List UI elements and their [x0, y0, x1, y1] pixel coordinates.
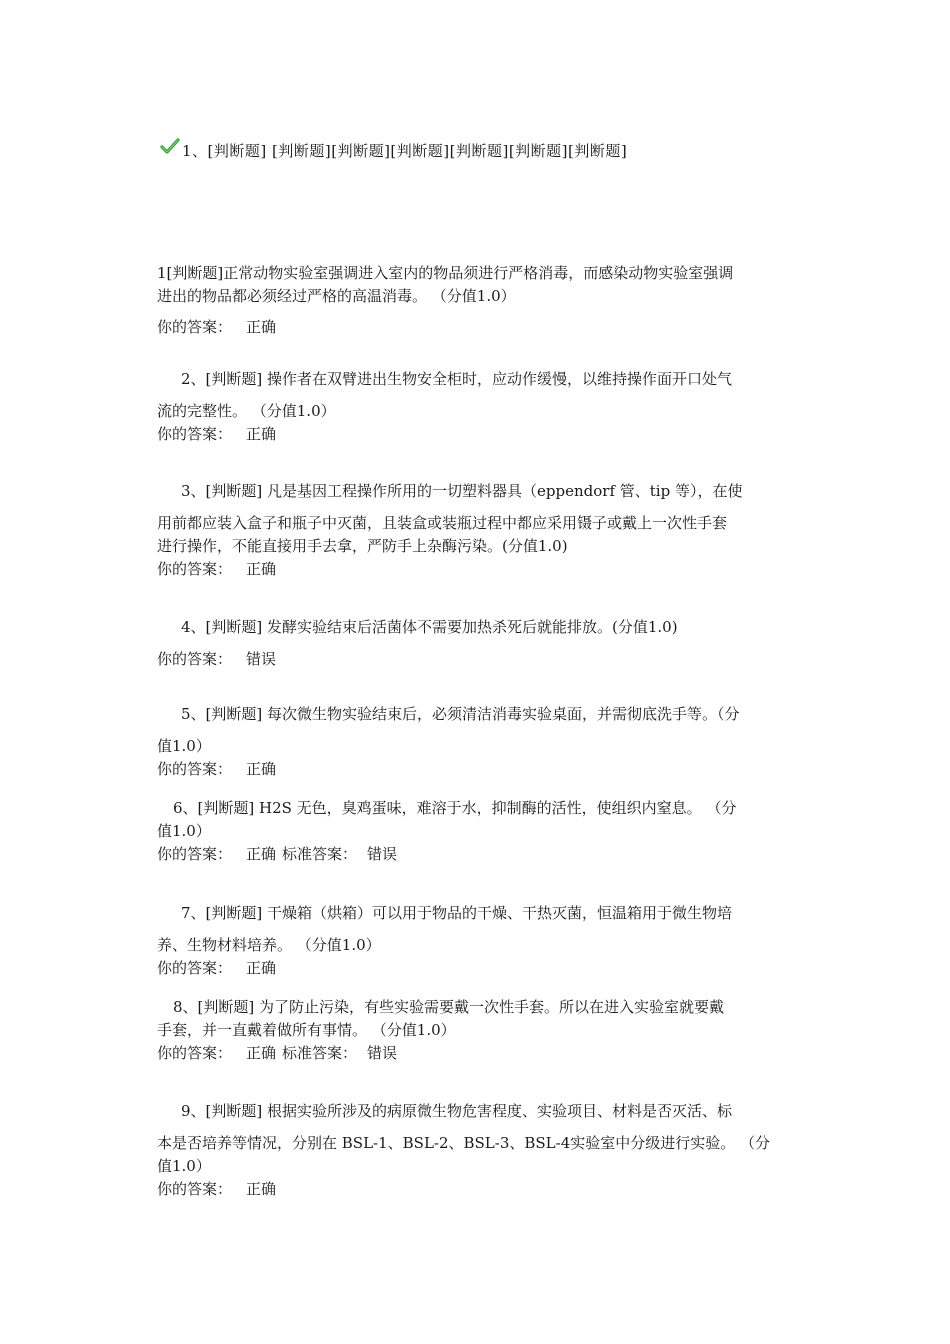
question-text-line: 4、[判断题] 发酵实验结束后活菌体不需要加热杀死后就能排放。(分值1.0) — [181, 618, 678, 636]
question-4 — [157, 616, 797, 671]
your-answer-label: 你的答案： — [157, 560, 233, 578]
question-text-line: 值1.0） — [157, 737, 211, 755]
question-text-line: 1[判断题]正常动物实验室强调进入室内的物品须进行严格消毒，而感染动物实验室强调 — [157, 264, 734, 282]
question-7 — [157, 902, 797, 980]
question-text-line: 用前都应装入盒子和瓶子中灭菌，且装盒或装瓶过程中都应采用镊子或戴上一次性手套 — [157, 514, 728, 532]
answer-row — [157, 558, 797, 581]
answer-row — [157, 648, 797, 671]
your-answer-value: 正确 — [246, 845, 277, 863]
question-1 — [157, 262, 797, 339]
your-answer-value: 错误 — [246, 650, 277, 668]
your-answer-label: 你的答案： — [157, 1180, 233, 1198]
question-5 — [157, 703, 797, 781]
question-text-line: 手套，并一直戴着做所有事情。 （分值1.0） — [157, 1021, 456, 1039]
answer-row — [157, 423, 797, 446]
standard-answer-label: 标准答案： — [282, 845, 358, 863]
your-answer-value: 正确 — [246, 560, 277, 578]
your-answer-label: 你的答案： — [157, 425, 233, 443]
your-answer-value: 正确 — [246, 1044, 277, 1062]
question-header — [160, 140, 627, 161]
question-text-line: 本是否培养等情况，分别在 BSL-1、BSL-2、BSL-3、BSL-4实验室中分级进行实验。 （分 — [157, 1134, 771, 1152]
question-text-line: 值1.0） — [157, 822, 211, 840]
answer-row — [157, 843, 797, 866]
your-answer-label: 你的答案： — [157, 650, 233, 668]
your-answer-label: 你的答案： — [157, 760, 233, 778]
standard-answer-value: 错误 — [367, 1044, 398, 1062]
question-8 — [157, 996, 797, 1065]
question-2 — [157, 368, 797, 446]
question-text-line: 7、[判断题] 干燥箱（烘箱）可以用于物品的干燥、干热灭菌，恒温箱用于微生物培 — [181, 904, 733, 922]
answer-row — [157, 316, 797, 339]
question-text-line: 进行操作，不能直接用手去拿，严防手上杂酶污染。(分值1.0) — [157, 537, 568, 555]
question-text-line: 养、生物材料培养。 （分值1.0） — [157, 936, 381, 954]
question-text-line: 流的完整性。 （分值1.0） — [157, 402, 336, 420]
answer-row — [157, 1178, 797, 1201]
question-text-line: 9、[判断题] 根据实验所涉及的病原微生物危害程度、实验项目、材料是否灭活、标 — [181, 1102, 733, 1120]
question-text-line: 5、[判断题] 每次微生物实验结束后，必须清洁消毒实验桌面，并需彻底洗手等。（分 — [181, 705, 740, 723]
your-answer-value: 正确 — [246, 1180, 277, 1198]
question-3 — [157, 480, 797, 581]
answer-row — [157, 1042, 797, 1065]
header-text: 1、[判断题] [判断题][判断题][判断题][判断题][判断题][判断题] — [182, 142, 628, 160]
standard-answer-label: 标准答案： — [282, 1044, 358, 1062]
question-text-line: 8、[判断题] 为了防止污染，有些实验需要戴一次性手套。所以在进入实验室就要戴 — [173, 998, 725, 1016]
question-text-line: 进出的物品都必须经过严格的高温消毒。 （分值1.0） — [157, 287, 516, 305]
question-9 — [157, 1100, 797, 1201]
answer-row — [157, 957, 797, 980]
standard-answer-value: 错误 — [367, 845, 398, 863]
your-answer-label: 你的答案： — [157, 318, 233, 336]
your-answer-value: 正确 — [246, 760, 277, 778]
your-answer-value: 正确 — [246, 959, 277, 977]
your-answer-label: 你的答案： — [157, 1044, 233, 1062]
question-text-line: 6、[判断题] H2S 无色，臭鸡蛋味，难溶于水，抑制酶的活性，使组织内窒息。 （分 — [173, 799, 737, 817]
question-text-line: 值1.0） — [157, 1157, 211, 1175]
your-answer-value: 正确 — [246, 318, 277, 336]
your-answer-label: 你的答案： — [157, 845, 233, 863]
question-text-line: 2、[判断题] 操作者在双臂进出生物安全柜时，应动作缓慢，以维持操作面开口处气 — [181, 370, 733, 388]
question-6 — [157, 797, 797, 866]
answer-row — [157, 758, 797, 781]
check-icon — [160, 138, 180, 156]
your-answer-value: 正确 — [246, 425, 277, 443]
question-text-line: 3、[判断题] 凡是基因工程操作所用的一切塑料器具（eppendorf 管、tip 等），在使 — [181, 482, 743, 500]
your-answer-label: 你的答案： — [157, 959, 233, 977]
